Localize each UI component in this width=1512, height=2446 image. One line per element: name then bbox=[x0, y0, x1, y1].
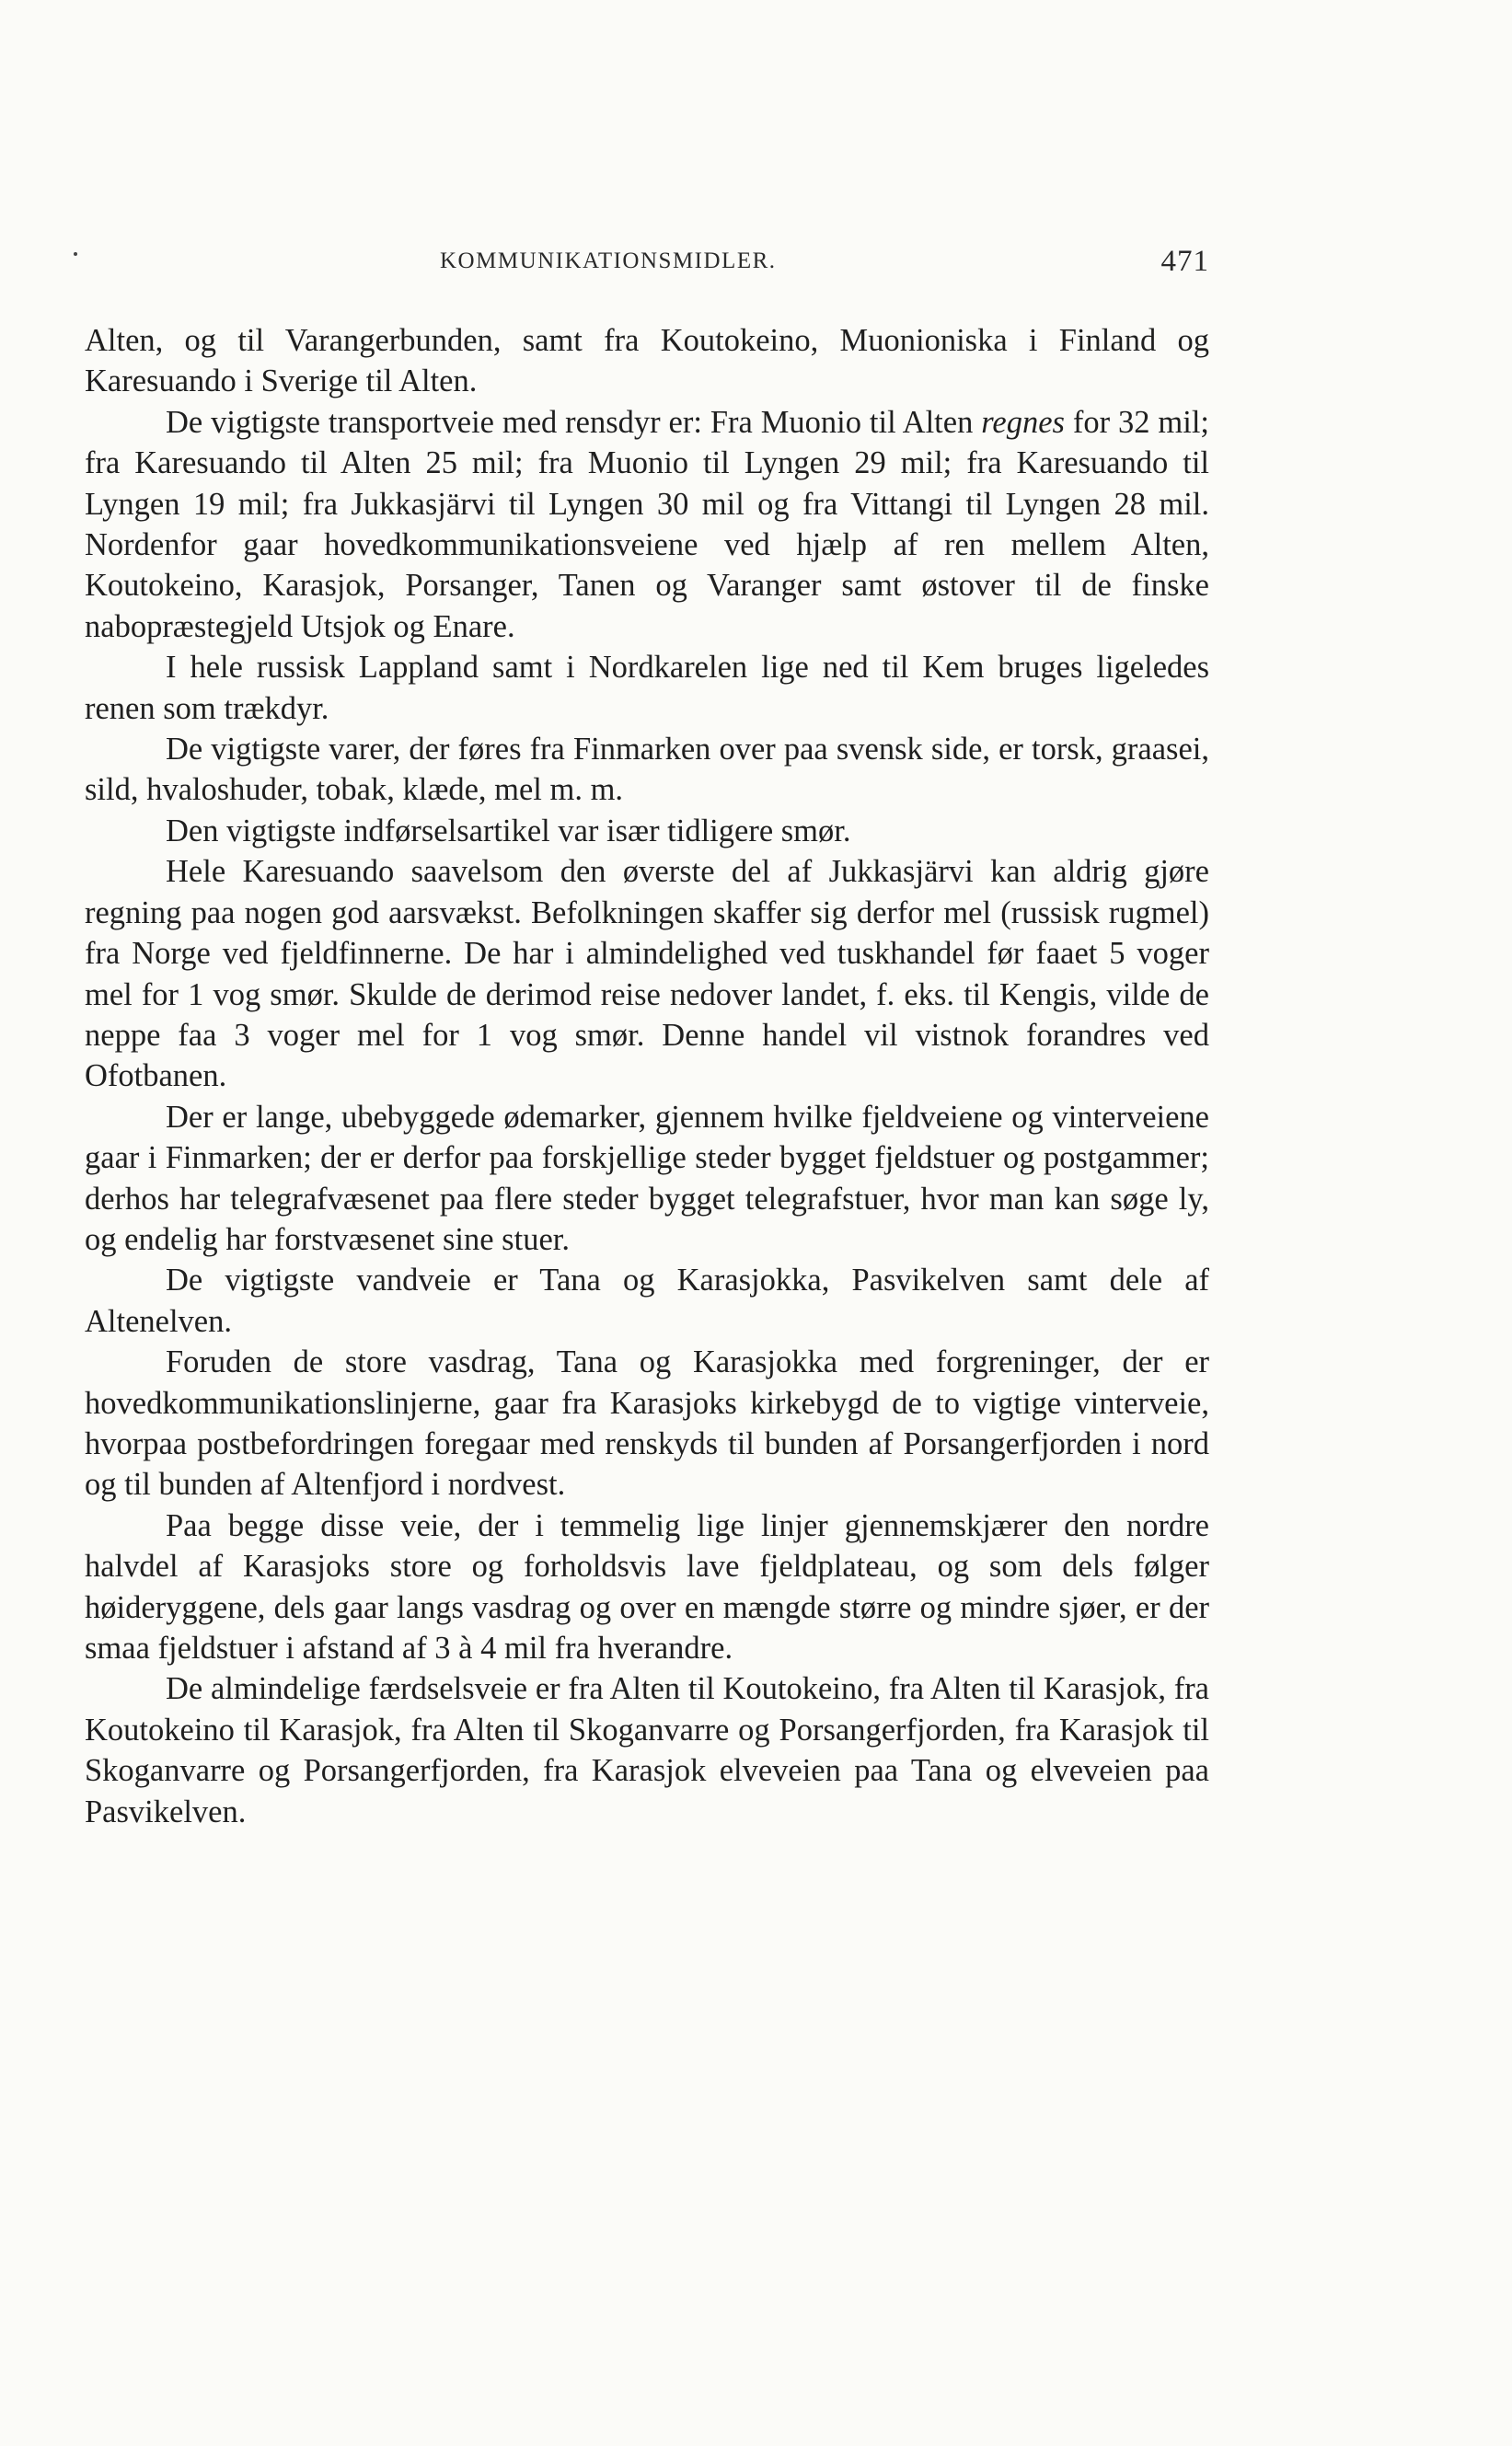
paragraph-text: for 32 mil; fra Karesuando til Alten 25 mil; fra Muonio til Lyngen 29 mil; fra Karesuando til Lyngen 19 mil; fra Jukkasjärvi til Lyngen 30 mil og fra Vittangi til Lyngen 28 mil. Nordenfor gaar hovedkommunikationsveiene ved hjælp af ren mellem Alten, Koutokeino, Karasjok, Porsanger, Tanen og Varanger samt østover til de finske nabopræstegjeld Utsjok og Enare. bbox=[85, 404, 1209, 644]
paragraph bbox=[85, 402, 1209, 647]
italic-word: regnes bbox=[981, 404, 1065, 440]
paragraph: De vigtigste vandveie er Tana og Karasjokka, Pasvikelven samt dele af Altenelven. bbox=[85, 1263, 1209, 1339]
body-text bbox=[85, 320, 1209, 1832]
ink-speck bbox=[74, 252, 77, 256]
paragraph: Den vigtigste indførselsartikel var især tidligere smør. bbox=[166, 813, 851, 848]
paragraph: Der er lange, ubebyggede ødemarker, gjennem hvilke fjeldveiene og vinterveiene gaar i Finmarken; der er derfor paa forskjellige steder bygget fjeldstuer og postgammer; derhos har telegrafvæsenet paa flere steder bygget telegrafstuer, hvor man kan søge ly, og endelig har forstvæsenet sine stuer. bbox=[85, 1099, 1209, 1257]
running-header-title: KOMMUNIKATIONSMIDLER. bbox=[440, 248, 777, 273]
paragraph: Hele Karesuando saavelsom den øverste del af Jukkasjärvi kan aldrig gjøre regning paa nogen god aarsvækst. Befolkningen skaffer sig derfor mel (russisk rugmel) fra Norge ved fjeldfinnerne. De har i almindelighed ved tuskhandel før faaet 5 voger mel for 1 vog smør. Skulde de derimod reise nedover landet, f. eks. til Kengis, vilde de neppe faa 3 voger mel for 1 vog smør. Denne handel vil vistnok forandres ved Ofotbanen. bbox=[85, 854, 1209, 1094]
paragraph: I hele russisk Lappland samt i Nordkarelen lige ned til Kem bruges ligeledes renen som trækdyr. bbox=[85, 650, 1209, 726]
paragraph: Paa begge disse veie, der i temmelig lige linjer gjennemskjærer den nordre halvdel af Karasjoks store og forholdsvis lave fjeldplateau, og som dels følger høideryggene, dels gaar langs vasdrag og over en mængde større og mindre sjøer, er der smaa fjeldstuer i afstand af 3 à 4 mil fra hverandre. bbox=[85, 1507, 1209, 1666]
paragraph: Foruden de store vasdrag, Tana og Karasjokka med forgreninger, der er hovedkommunikationslinjerne, gaar fra Karasjoks kirkebygd de to vigtige vinterveie, hvorpaa postbefordringen foregaar med renskyds til bunden af Porsangerfjorden i nord og til bunden af Altenfjord i nordvest. bbox=[85, 1344, 1209, 1503]
page-number: 471 bbox=[1160, 245, 1209, 278]
paragraph: De vigtigste varer, der føres fra Finmarken over paa svensk side, er torsk, graasei, sild, hvaloshuder, tobak, klæde, mel m. m. bbox=[85, 732, 1209, 808]
paragraph: De almindelige færdselsveie er fra Alten til Koutokeino, fra Alten til Karasjok, fra Koutokeino til Karasjok, fra Alten til Skoganvarre og Porsangerfjorden, fra Karasjok til Skoganvarre og Porsangerfjorden, fra Karasjok elveveien paa Tana og elveveien paa Pasvikelven. bbox=[85, 1671, 1209, 1829]
paragraph: Alten, og til Varangerbunden, samt fra Koutokeino, Muonioniska i Finland og Karesuando i Sverige til Alten. bbox=[85, 323, 1209, 399]
paragraph-text: De vigtigste transportveie med rensdyr er: Fra Muonio til Alten bbox=[166, 404, 982, 440]
running-header bbox=[85, 245, 1209, 282]
